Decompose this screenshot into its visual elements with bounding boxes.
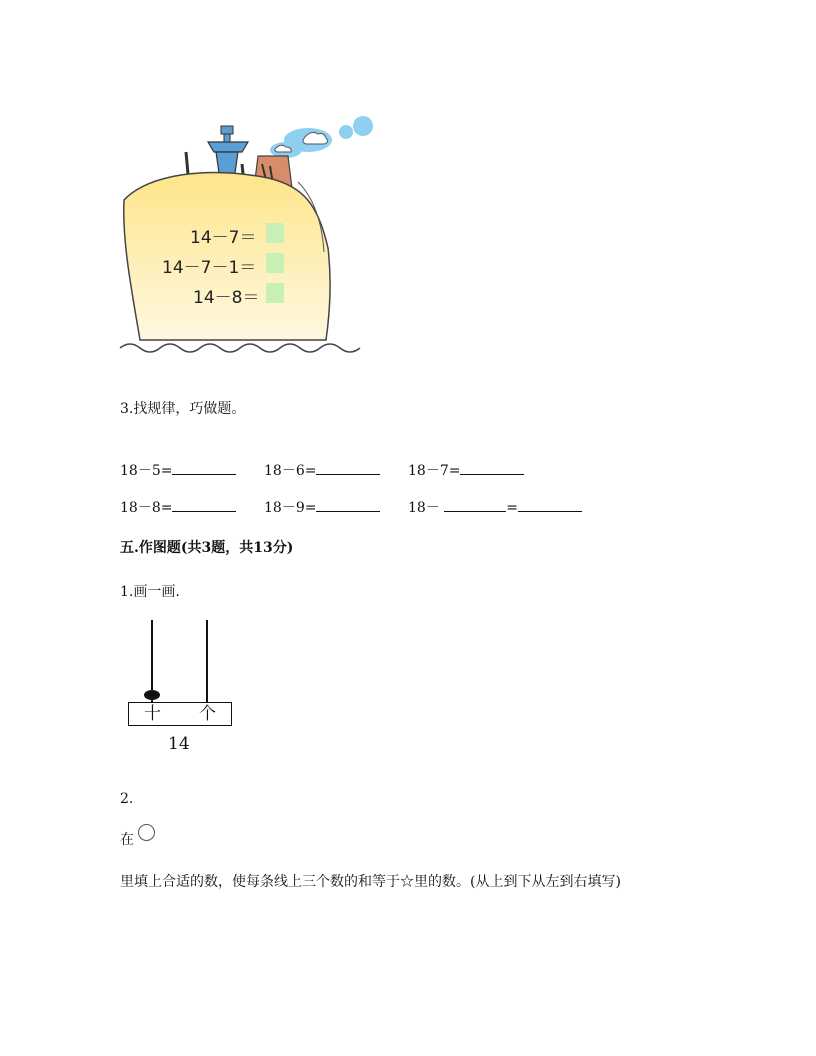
answer-blank[interactable]	[444, 497, 506, 512]
answer-blank[interactable]	[172, 497, 236, 512]
q2-prefix: 在	[120, 832, 134, 848]
abacus-number: 14	[168, 734, 190, 754]
q3-row1-item2-expr: 18－6=	[264, 463, 317, 479]
q3-row2-item1-expr: 18－8=	[120, 500, 173, 516]
q3-row1-item3	[408, 460, 524, 480]
abacus-rod-ones	[206, 620, 208, 702]
answer-blank[interactable]	[460, 460, 524, 475]
q3-row2-item2-expr: 18－9=	[264, 500, 317, 516]
abacus-bead[interactable]	[144, 690, 160, 700]
q3-title: 3.找规律，巧做题。	[120, 401, 246, 417]
answer-box-3[interactable]	[266, 283, 284, 303]
answer-blank[interactable]	[316, 497, 380, 512]
answer-box-1[interactable]	[266, 223, 284, 243]
ship-equation-3: 14－8＝	[193, 288, 260, 308]
q2-number: 2.	[120, 791, 134, 807]
ones-label: 个	[199, 704, 216, 724]
circle-icon	[138, 824, 155, 841]
q3-row2-item3-expr: 18－	[408, 500, 440, 516]
abacus	[128, 620, 238, 730]
ship-equation-2: 14－7－1＝	[162, 258, 257, 278]
q3-row1-item1-expr: 18－5=	[120, 463, 173, 479]
tens-label: 十	[144, 704, 161, 724]
q3-row2-item2	[264, 497, 380, 517]
section-title: 五.作图题(共3题，共13分)	[120, 540, 294, 556]
answer-blank[interactable]	[172, 460, 236, 475]
answer-box-2[interactable]	[266, 253, 284, 273]
q3-row2-equals: =	[506, 500, 519, 516]
q3-row2-item1	[120, 497, 236, 517]
answer-blank[interactable]	[316, 460, 380, 475]
q3-row2-item3	[408, 497, 582, 517]
q3-row1-item1	[120, 460, 236, 480]
q3-row1-item2	[264, 460, 380, 480]
q2-text: 里填上合适的数，使每条线上三个数的和等于☆里的数。(从上到下从左到右填写)	[120, 874, 621, 890]
answer-blank[interactable]	[518, 497, 582, 512]
q1-title: 1.画一画.	[120, 584, 180, 600]
ship-equation-1: 14－7＝	[190, 228, 257, 248]
q3-row1-item3-expr: 18－7=	[408, 463, 461, 479]
